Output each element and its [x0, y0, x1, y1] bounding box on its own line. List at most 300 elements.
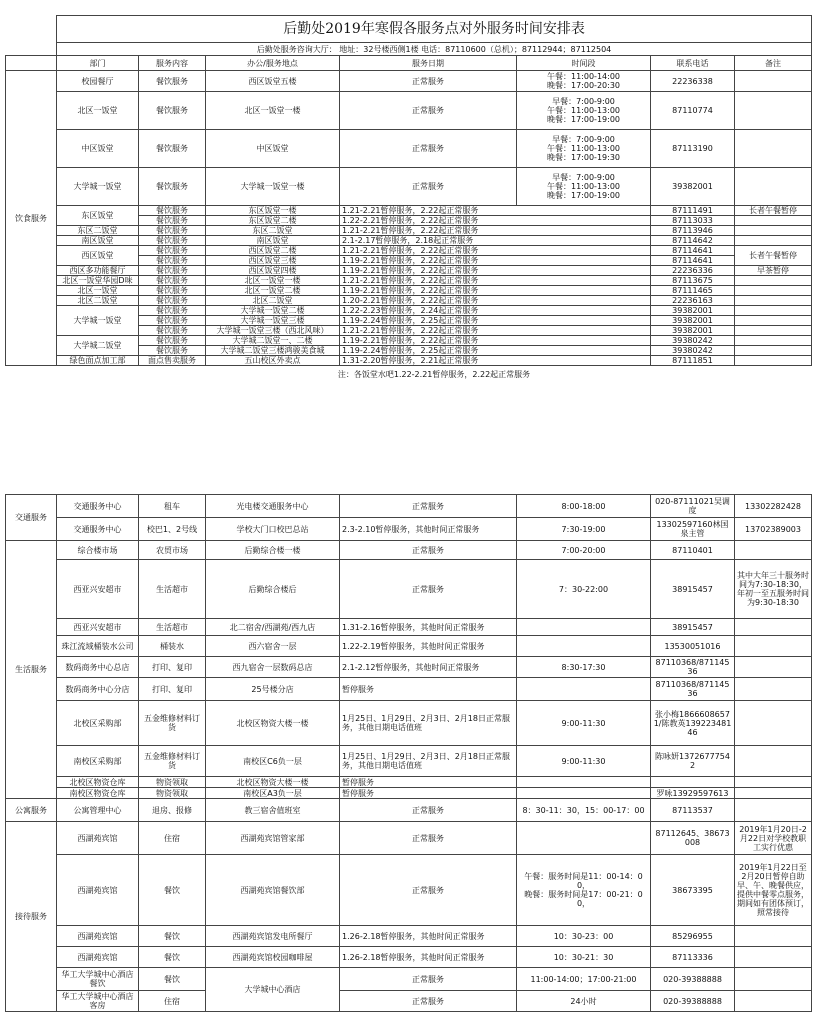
remark-cell: [735, 216, 812, 226]
department-cell: 北区一饭堂: [57, 92, 139, 130]
service-cell: 租车: [139, 495, 206, 518]
note-text: 注：各饭堂水吧1.22-2.21暂停服务，2.22起正常服务: [337, 370, 531, 379]
service-cell: 餐饮: [139, 947, 206, 968]
date-cell: 1.19-2.24暂停服务，2.25起正常服务: [340, 316, 651, 326]
department-cell: 大学城二饭堂: [57, 336, 139, 356]
table-row: [6, 130, 812, 168]
table-row: [6, 296, 812, 306]
time-cell: 24小时: [517, 991, 651, 1012]
table-row: [6, 92, 812, 130]
table-row: [6, 968, 812, 991]
date-cell: 正常服务: [340, 71, 517, 92]
table-row: [6, 495, 812, 518]
location-cell: 南区饭堂: [206, 236, 340, 246]
location-cell: 西九宿舍一层数码总店: [206, 657, 340, 678]
phone-cell: 87113336: [651, 947, 735, 968]
remark-cell: [735, 296, 812, 306]
date-cell: 1.20-2.21暂停服务，2.22起正常服务: [340, 296, 651, 306]
date-cell: 1.19-2.24暂停服务，2.25起正常服务: [340, 346, 651, 356]
phone-cell: 38915457: [651, 560, 735, 619]
remark-cell: [735, 777, 812, 788]
time-cell: 午餐：服务时间是11：00-14：00， 晚餐：服务时间是17：00-21：00，: [517, 855, 651, 926]
location-cell: 北二宿舍/西湖苑/西九店: [206, 619, 340, 636]
time-cell: 早餐：7:00-9:00 午餐：11:00-13:00 晚餐：17:00-19:00: [517, 168, 651, 206]
remark-cell: [735, 226, 812, 236]
service-cell: 餐饮服务: [139, 236, 206, 246]
department-cell: 华工大学城中心酒店客房: [57, 991, 139, 1012]
location-cell: 南校区A3负一层: [206, 788, 340, 799]
date-cell: 1.22-2.21暂停服务，2.22起正常服务: [340, 216, 651, 226]
table-row: [6, 226, 812, 236]
phone-cell: 87113033: [651, 216, 735, 226]
department-cell: 华工大学城中心酒店餐饮: [57, 968, 139, 991]
location-cell: 25号楼分店: [206, 678, 340, 701]
date-cell: 2.1-2.12暂停服务，其他时间正常服务: [340, 657, 517, 678]
department-cell: 综合楼市场: [57, 541, 139, 560]
phone-cell: 39380242: [651, 336, 735, 346]
location-cell: 大学城一饭堂三楼（西北风味）: [206, 326, 340, 336]
date-cell: 暂停服务: [340, 788, 517, 799]
department-cell: 南区饭堂: [57, 236, 139, 246]
service-cell: 餐饮服务: [139, 276, 206, 286]
location-cell: 西区饭堂四楼: [206, 266, 340, 276]
table-row: [6, 947, 812, 968]
location-cell: 东区饭堂二楼: [206, 216, 340, 226]
phone-cell: 020-39388888: [651, 968, 735, 991]
catering-table: [5, 15, 812, 383]
service-cell: 餐饮服务: [139, 296, 206, 306]
remark-cell: [735, 657, 812, 678]
time-cell: 午餐：11:00-14:00 晚餐：17:00-20:30: [517, 71, 651, 92]
remark-cell: [735, 71, 812, 92]
table-row: [6, 286, 812, 296]
service-cell: 农贸市场: [139, 541, 206, 560]
date-cell: 1.26-2.18暂停服务，其他时间正常服务: [340, 926, 517, 947]
phone-cell: 39382001: [651, 306, 735, 316]
time-cell: [517, 678, 651, 701]
service-cell: 面点售卖服务: [139, 356, 206, 366]
table-row: [6, 266, 812, 276]
service-cell: 物资领取: [139, 788, 206, 799]
service-cell: 住宿: [139, 822, 206, 855]
service-cell: 物资领取: [139, 777, 206, 788]
phone-cell: 85296955: [651, 926, 735, 947]
department-cell: 南校区采购部: [57, 746, 139, 777]
service-cell: 餐饮服务: [139, 306, 206, 316]
location-cell: 西湖苑宾馆管家部: [206, 822, 340, 855]
phone-cell: 87113537: [651, 799, 735, 822]
table-row: [6, 636, 812, 657]
department-cell: 西亚兴安超市: [57, 560, 139, 619]
remark-cell: [735, 636, 812, 657]
department-cell: 北校区采购部: [57, 701, 139, 746]
service-cell: 餐饮: [139, 926, 206, 947]
table-row: [6, 71, 812, 92]
phone-cell: 87114642: [651, 236, 735, 246]
time-cell: 8:30-17:30: [517, 657, 651, 678]
date-cell: 1.21-2.21暂停服务，2.22起正常服务: [340, 246, 651, 256]
phone-cell: 87112645、38673008: [651, 822, 735, 855]
location-cell: 西六宿舍一层: [206, 636, 340, 657]
section-label-catering: 饮食服务: [6, 71, 57, 366]
location-cell: 大学城二饭堂一、二楼: [206, 336, 340, 346]
date-cell: 1月25日、1月29日、2月3日、2月18日正常服务，其他日期电话值班: [340, 701, 517, 746]
phone-cell: 87111465: [651, 286, 735, 296]
remark-cell: [735, 316, 812, 326]
date-cell: 1.19-2.21暂停服务，2.22起正常服务: [340, 336, 651, 346]
phone-cell: [651, 777, 735, 788]
service-cell: 餐饮: [139, 968, 206, 991]
phone-cell: 38915457: [651, 619, 735, 636]
table-row: [6, 306, 812, 316]
location-cell: 西湖苑宾馆发电所餐厅: [206, 926, 340, 947]
table-row: [6, 855, 812, 926]
phone-cell: 020-39388888: [651, 991, 735, 1012]
service-cell: 餐饮服务: [139, 92, 206, 130]
time-cell: 9:00-11:30: [517, 701, 651, 746]
table-row: [6, 336, 812, 346]
table-row: [6, 678, 812, 701]
department-cell: 南校区物资仓库: [57, 788, 139, 799]
service-cell: 餐饮服务: [139, 326, 206, 336]
table-row: [6, 991, 812, 1012]
phone-cell: 87111491: [651, 206, 735, 216]
location-cell: 后勤综合楼后: [206, 560, 340, 619]
service-cell: 退房、报修: [139, 799, 206, 822]
date-cell: 正常服务: [340, 822, 517, 855]
header-time: 时间段: [517, 56, 651, 71]
phone-cell: 13302597160林国泉主管: [651, 518, 735, 541]
date-cell: 1.21-2.21暂停服务，2.22起正常服务: [340, 276, 651, 286]
department-cell: 数码商务中心分店: [57, 678, 139, 701]
phone-cell: 87111851: [651, 356, 735, 366]
time-cell: 10：30-23：00: [517, 926, 651, 947]
service-cell: 餐饮服务: [139, 206, 206, 216]
remark-cell: [735, 92, 812, 130]
location-cell: 光电楼交通服务中心: [206, 495, 340, 518]
location-cell: 东区饭堂一楼: [206, 206, 340, 216]
remark-cell: [735, 678, 812, 701]
location-cell: 西区饭堂五楼: [206, 71, 340, 92]
date-cell: 1.26-2.18暂停服务，其他时间正常服务: [340, 947, 517, 968]
table-row: [6, 926, 812, 947]
phone-cell: 020-87111021吴调度: [651, 495, 735, 518]
time-cell: [517, 788, 651, 799]
time-cell: 7:00-20:00: [517, 541, 651, 560]
location-cell: 学校大门口校巴总站: [206, 518, 340, 541]
date-cell: 正常服务: [340, 968, 517, 991]
location-cell: 西湖苑宾馆校园咖啡屋: [206, 947, 340, 968]
remark-cell: 其中大年三十服务时间为7:30-18:30，年初一至五服务时间为9:30-18:30: [735, 560, 812, 619]
phone-cell: 87113190: [651, 130, 735, 168]
remark-cell: [735, 326, 812, 336]
remark-cell: [735, 168, 812, 206]
time-cell: 8：30-11：30，15：00-17：00: [517, 799, 651, 822]
table-row: [6, 246, 812, 256]
table-row: [6, 619, 812, 636]
date-cell: 正常服务: [340, 799, 517, 822]
phone-cell: 22236163: [651, 296, 735, 306]
services-table: [5, 494, 812, 1012]
remark-cell: [735, 541, 812, 560]
phone-cell: 罗咏13929597613: [651, 788, 735, 799]
date-cell: 1.19-2.21暂停服务，2.22起正常服务: [340, 266, 651, 276]
time-cell: 9:00-11:30: [517, 746, 651, 777]
time-cell: 7:30-19:00: [517, 518, 651, 541]
time-cell: 7：30-22:00: [517, 560, 651, 619]
remark-cell: 2019年1月22日至2月20日暂停自助早、午、晚餐供应，提供中餐零点服务，期间如有团体预订，照常接待: [735, 855, 812, 926]
remark-cell: [735, 236, 812, 246]
time-cell: 早餐：7:00-9:00 午餐：11:00-13:00 晚餐：17:00-19:30: [517, 130, 651, 168]
location-cell: 南校区C6负一层: [206, 746, 340, 777]
location-cell: 大学城一饭堂三楼: [206, 316, 340, 326]
location-cell: 北校区物资大楼一楼: [206, 777, 340, 788]
header-location: 办公/服务地点: [206, 56, 340, 71]
date-cell: 暂停服务: [340, 777, 517, 788]
department-cell: 数码商务中心总店: [57, 657, 139, 678]
location-cell: 大学城二饭堂三楼鸿骏美食城: [206, 346, 340, 356]
time-cell: 早餐：7:00-9:00 午餐：11:00-13:00 晚餐：17:00-19:00: [517, 92, 651, 130]
service-cell: 餐饮服务: [139, 71, 206, 92]
remark-cell: [735, 619, 812, 636]
service-cell: 餐饮服务: [139, 130, 206, 168]
department-cell: 北区二饭堂: [57, 296, 139, 306]
time-cell: [517, 636, 651, 657]
date-cell: 1.19-2.21暂停服务，2.22起正常服务: [340, 286, 651, 296]
location-cell: 大学城中心酒店: [206, 968, 340, 1012]
department-cell: 西湖苑宾馆: [57, 926, 139, 947]
date-cell: 暂停服务: [340, 678, 517, 701]
phone-cell: 87113675: [651, 276, 735, 286]
remark-cell: [735, 286, 812, 296]
table-row: [6, 560, 812, 619]
phone-cell: 39382001: [651, 168, 735, 206]
department-cell: 北区一饭堂: [57, 286, 139, 296]
table-row: [6, 746, 812, 777]
remark-cell: 长者午餐暂停: [735, 206, 812, 216]
location-cell: 北区一饭堂一楼: [206, 276, 340, 286]
location-cell: 西区饭堂二楼: [206, 246, 340, 256]
date-cell: 2.3-2.10暂停服务，其他时间正常服务: [340, 518, 517, 541]
service-cell: 打印、复印: [139, 678, 206, 701]
phone-cell: 陈咏妍13726777542: [651, 746, 735, 777]
service-cell: 餐饮服务: [139, 256, 206, 266]
date-cell: 正常服务: [340, 560, 517, 619]
service-cell: 住宿: [139, 991, 206, 1012]
department-cell: 西湖苑宾馆: [57, 855, 139, 926]
location-cell: 北区一饭堂二楼: [206, 286, 340, 296]
department-cell: 西区多功能餐厅: [57, 266, 139, 276]
remark-cell: [735, 788, 812, 799]
department-cell: 绿色面点加工部: [57, 356, 139, 366]
department-cell: 公寓管理中心: [57, 799, 139, 822]
remark-cell: [735, 701, 812, 746]
date-cell: 2.1-2.17暂停服务，2.18起正常服务: [340, 236, 651, 246]
location-cell: 后勤综合楼一楼: [206, 541, 340, 560]
table-row: [6, 701, 812, 746]
location-cell: 五山校区外卖点: [206, 356, 340, 366]
service-cell: 打印、复印: [139, 657, 206, 678]
remark-cell: [735, 356, 812, 366]
remark-cell: [735, 346, 812, 356]
date-cell: 1.19-2.21暂停服务，2.22起正常服务: [340, 256, 651, 266]
phone-cell: 39380242: [651, 346, 735, 356]
date-cell: 正常服务: [340, 168, 517, 206]
header-remark: 备注: [735, 56, 812, 71]
table-row: [6, 518, 812, 541]
table-row: [6, 356, 812, 366]
department-cell: 中区饭堂: [57, 130, 139, 168]
service-cell: 五金维修材料订货: [139, 746, 206, 777]
department-cell: 大学城一饭堂: [57, 168, 139, 206]
department-cell: 北区一饭堂华园D味: [57, 276, 139, 286]
date-cell: 正常服务: [340, 991, 517, 1012]
table-row: [6, 366, 812, 384]
date-cell: 正常服务: [340, 92, 517, 130]
service-cell: 餐饮服务: [139, 226, 206, 236]
location-cell: 教三宿舍值班室: [206, 799, 340, 822]
table-row: [6, 236, 812, 246]
location-cell: 中区饭堂: [206, 130, 340, 168]
service-cell: 餐饮服务: [139, 316, 206, 326]
department-cell: 西湖苑宾馆: [57, 822, 139, 855]
service-cell: 校巴1、2号线: [139, 518, 206, 541]
time-cell: 8:00-18:00: [517, 495, 651, 518]
location-cell: 大学城一饭堂一楼: [206, 168, 340, 206]
service-cell: 餐饮服务: [139, 346, 206, 356]
header-service: 服务内容: [139, 56, 206, 71]
date-cell: 正常服务: [340, 541, 517, 560]
remark-cell: 长者午餐暂停: [735, 246, 812, 266]
service-cell: 餐饮: [139, 855, 206, 926]
remark-cell: [735, 336, 812, 346]
department-cell: 西亚兴安超市: [57, 619, 139, 636]
section-label-hospitality: 接待服务: [6, 822, 57, 1012]
time-cell: 11:00-14:00；17:00-21:00: [517, 968, 651, 991]
time-cell: [517, 777, 651, 788]
service-cell: 餐饮服务: [139, 168, 206, 206]
remark-cell: 2019年1月20日-2月22日对学校教职工实行优惠: [735, 822, 812, 855]
department-cell: 大学城一饭堂: [57, 306, 139, 336]
section-label-traffic: 交通服务: [6, 495, 57, 541]
date-cell: 1.22-2.19暂停服务，其他时间正常服务: [340, 636, 517, 657]
department-cell: 西区饭堂: [57, 246, 139, 266]
date-cell: 正常服务: [340, 855, 517, 926]
location-cell: 西区饭堂三楼: [206, 256, 340, 266]
time-cell: 10：30-21：30: [517, 947, 651, 968]
remark-cell: [735, 947, 812, 968]
service-cell: 餐饮服务: [139, 246, 206, 256]
page-title: 后勤处2019年寒假各服务点对外服务时间安排表: [57, 16, 812, 43]
date-cell: 正常服务: [340, 130, 517, 168]
phone-cell: 39382001: [651, 316, 735, 326]
phone-cell: 22236336: [651, 266, 735, 276]
phone-cell: 87114641: [651, 256, 735, 266]
location-cell: 大学城一饭堂二楼: [206, 306, 340, 316]
service-cell: 生活超市: [139, 560, 206, 619]
location-cell: 北区二饭堂: [206, 296, 340, 306]
remark-cell: [735, 276, 812, 286]
service-cell: 桶装水: [139, 636, 206, 657]
location-cell: 西湖苑宾馆餐饮部: [206, 855, 340, 926]
date-cell: 1月25日、1月29日、2月3日、2月18日正常服务，其他日期电话值班: [340, 746, 517, 777]
service-cell: 生活超市: [139, 619, 206, 636]
header-phone: 联系电话: [651, 56, 735, 71]
department-cell: 东区饭堂: [57, 206, 139, 226]
location-cell: 东区二饭堂: [206, 226, 340, 236]
department-cell: 交通服务中心: [57, 495, 139, 518]
service-cell: 五金维修材料订货: [139, 701, 206, 746]
table-row: [6, 541, 812, 560]
date-cell: 正常服务: [340, 495, 517, 518]
table-row: [6, 657, 812, 678]
table-row: [6, 206, 812, 216]
phone-cell: 87110368/87114536: [651, 657, 735, 678]
date-cell: 1.21-2.21暂停服务，2.22起正常服务: [340, 326, 651, 336]
department-cell: 珠江流域桶装水公司: [57, 636, 139, 657]
subtitle: 后勤处服务咨询大厅： 地址：32号楼西侧1楼 电话：87110600（总机）；87112944；87112504: [57, 43, 812, 56]
table-row: [6, 788, 812, 799]
phone-cell: 张小梅18666086571/陈教英13922348146: [651, 701, 735, 746]
remark-cell: [735, 991, 812, 1012]
department-cell: 东区二饭堂: [57, 226, 139, 236]
phone-cell: 87113946: [651, 226, 735, 236]
remark-cell: 13302282428: [735, 495, 812, 518]
phone-cell: 87110368/87114536: [651, 678, 735, 701]
service-cell: 餐饮服务: [139, 216, 206, 226]
phone-cell: 87110401: [651, 541, 735, 560]
department-cell: 北校区物资仓库: [57, 777, 139, 788]
header-date: 服务日期: [340, 56, 517, 71]
service-cell: 餐饮服务: [139, 336, 206, 346]
date-cell: 1.21-2.21暂停服务，2.22起正常服务: [340, 226, 651, 236]
table-row: [6, 168, 812, 206]
department-cell: 校园餐厅: [57, 71, 139, 92]
location-cell: 北校区物资大楼一楼: [206, 701, 340, 746]
table-row: [6, 822, 812, 855]
phone-cell: 87110774: [651, 92, 735, 130]
service-cell: 餐饮服务: [139, 286, 206, 296]
table-row: [6, 777, 812, 788]
section-label-life: 生活服务: [6, 541, 57, 799]
department-cell: 西湖苑宾馆: [57, 947, 139, 968]
date-cell: 1.21-2.21暂停服务，2.22起正常服务: [340, 206, 651, 216]
time-cell: [517, 822, 651, 855]
remark-cell: [735, 799, 812, 822]
date-cell: 1.31-2.20暂停服务，2.21起正常服务: [340, 356, 651, 366]
phone-cell: 39382001: [651, 326, 735, 336]
table-row: [6, 276, 812, 286]
remark-cell: [735, 130, 812, 168]
remark-cell: [735, 746, 812, 777]
date-cell: 1.31-2.16暂停服务，其他时间正常服务: [340, 619, 517, 636]
date-cell: 1.22-2.23暂停服务，2.24起正常服务: [340, 306, 651, 316]
remark-cell: [735, 306, 812, 316]
header-department: 部门: [57, 56, 139, 71]
location-cell: 北区一饭堂一楼: [206, 92, 340, 130]
section-label-apartment: 公寓服务: [6, 799, 57, 822]
phone-cell: 13530051016: [651, 636, 735, 657]
phone-cell: 38673395: [651, 855, 735, 926]
phone-cell: 87114641: [651, 246, 735, 256]
table-row: [6, 799, 812, 822]
remark-cell: [735, 968, 812, 991]
time-cell: [517, 619, 651, 636]
remark-cell: [735, 926, 812, 947]
service-cell: 餐饮服务: [139, 266, 206, 276]
remark-cell: 13702389003: [735, 518, 812, 541]
phone-cell: 22236338: [651, 71, 735, 92]
